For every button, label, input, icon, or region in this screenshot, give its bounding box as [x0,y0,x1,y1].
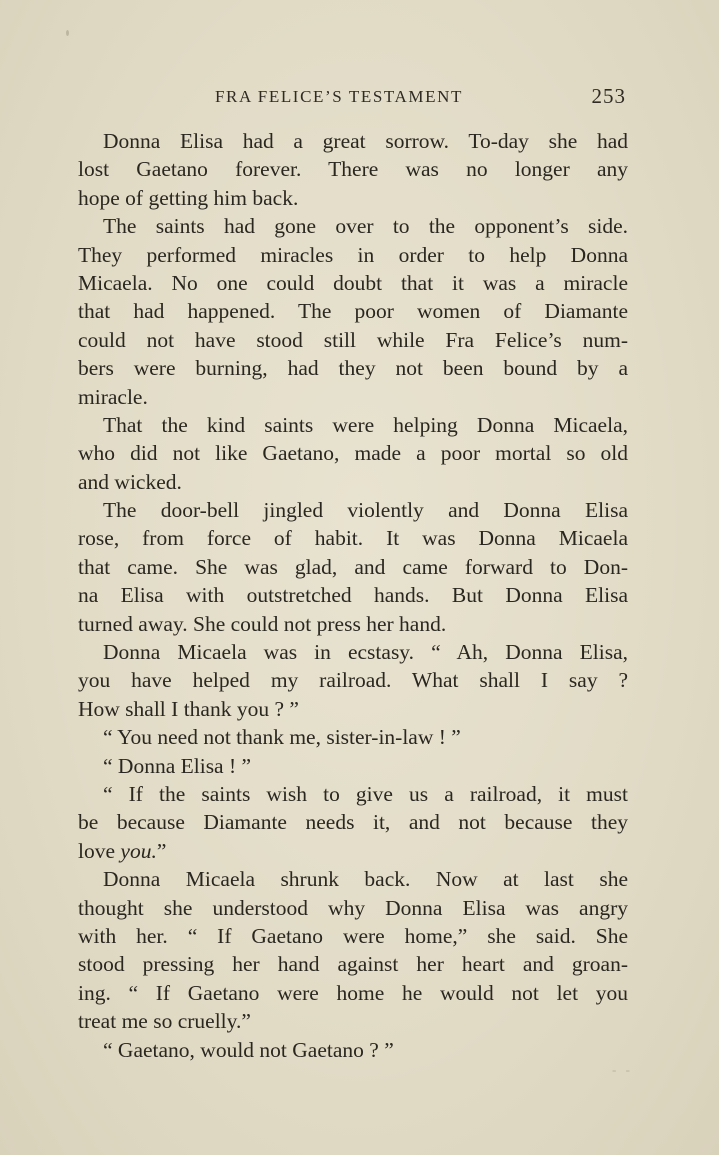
text-line: lost Gaetano forever. There was no longer any [78,157,628,182]
text-line: thought she understood why Donna Elisa was angry [78,895,628,920]
text-line: hope of getting him back. [78,185,299,210]
text-line: with her. “ If Gaetano were home,” she said. She [78,923,628,948]
text-line: Donna Elisa had a great sorrow. To-day she had [103,129,628,153]
text-line: turned away. She could not press her hand. [78,611,447,636]
text-line: How shall I thank you ? ” [78,696,299,721]
text-line: “ Donna Elisa ! ” [103,753,252,778]
text-line: that had happened. The poor women of Diamante [78,299,628,324]
text-line: na Elisa with outstretched hands. But Donna Elisa [78,583,628,608]
text-line: Donna Micaela shrunk back. Now at last she [103,867,628,892]
running-head [78,84,628,110]
page-number: 253 [591,84,626,108]
body-text [78,127,628,1064]
text-line: you have helped my railroad. What shall I say ? [78,668,628,693]
text-line: could not have stood still while Fra Felice’s num- [78,327,628,352]
text-line: love you.” [78,838,167,863]
text-line: “ Gaetano, would not Gaetano ? ” [103,1037,394,1062]
text-line: be because Diamante needs it, and not because they [78,810,628,835]
faint-print-mark: - - [612,1062,633,1077]
text-line: treat me so cruelly.” [78,1009,251,1034]
text-line: They performed miracles in order to help Donna [78,242,628,267]
text-line: stood pressing her hand against her heart and groan- [78,952,628,977]
text-line: who did not like Gaetano, made a poor mortal so old [78,441,628,466]
text-line: ing. “ If Gaetano were home he would not let you [78,980,628,1005]
running-title: FRA FELICE’S TESTAMENT [215,87,463,106]
text-line: The door-bell jingled violently and Donna Elisa [103,498,628,523]
text-line: Donna Micaela was in ecstasy. “ Ah, Donna Elisa, [103,640,628,665]
text-line: and wicked. [78,469,182,494]
emphasis: you. [120,838,157,863]
paper-speck [66,30,69,36]
text-line: rose, from force of habit. It was Donna Micaela [78,526,628,551]
text-line: Micaela. No one could doubt that it was a miracle [78,270,628,295]
text-line: that came. She was glad, and came forward to Don- [78,554,628,579]
text-line: “ If the saints wish to give us a railroad, it must [103,781,628,806]
text-line: miracle. [78,384,148,409]
text-line: bers were burning, had they not been bound by a [78,356,628,381]
text-line: The saints had gone over to the opponent’s side. [103,214,628,239]
text-line: “ You need not thank me, sister-in-law ! ” [103,725,461,750]
text-line: That the kind saints were helping Donna Micaela, [103,412,628,437]
